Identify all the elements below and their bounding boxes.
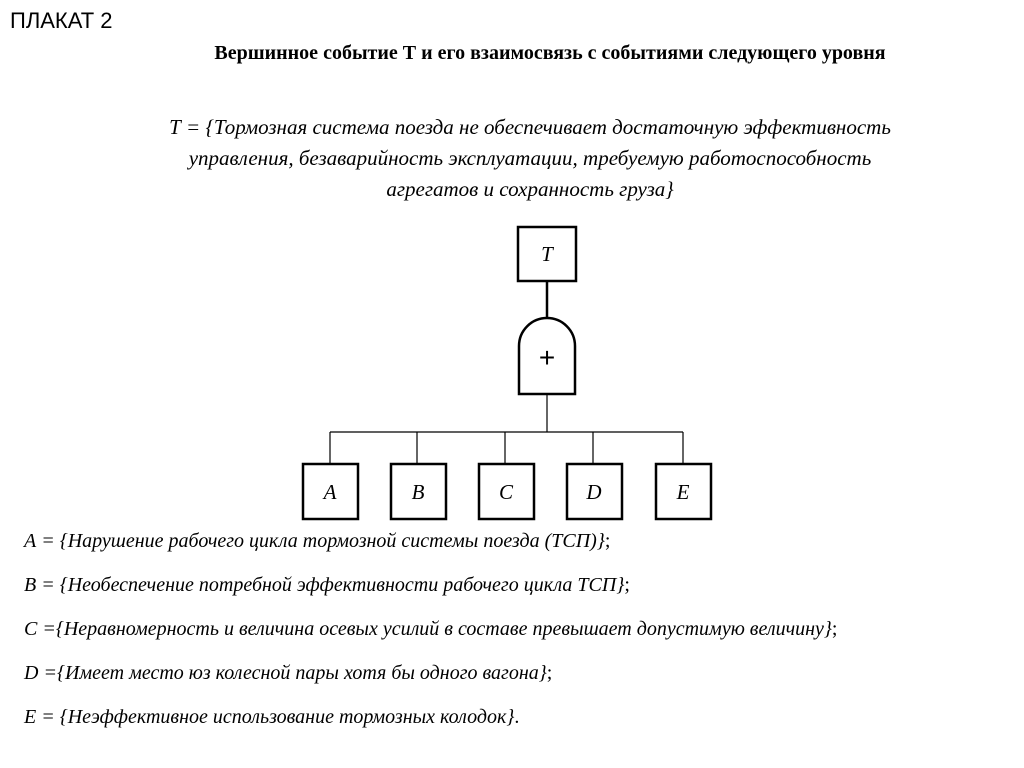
definition-text: С ={Неравномерность и величина осевых усилий в составе превышает допустимую величину} — [24, 618, 832, 640]
top-event-label: Т — [541, 242, 553, 266]
page-title: Вершинное событие Т и его взаимосвязь с событиями следующего уровня — [214, 42, 886, 64]
definition-a — [24, 526, 837, 570]
definition-text: В = {Необеспечение потребной эффективности рабочего цикла ТСП} — [24, 574, 625, 596]
definition-text: А = {Нарушение рабочего цикла тормозной системы поезда (ТСП)} — [24, 530, 605, 552]
top-event-definition-line: агрегатов и сохранность груза} — [386, 177, 674, 201]
event-definitions — [24, 526, 837, 746]
child-event-label: С — [498, 480, 514, 504]
definition-end: . — [514, 706, 520, 728]
definition-e — [24, 702, 837, 746]
poster-number: ПЛАКАТ 2 — [10, 8, 113, 33]
definition-text: D ={Имеет место юз колесной пары хотя бы одного вагона} — [24, 662, 547, 684]
definition-b — [24, 570, 837, 614]
definition-c — [24, 614, 837, 658]
definition-end: ; — [831, 618, 838, 640]
child-event-label: Е — [676, 480, 690, 504]
gate-symbol: + — [538, 342, 556, 373]
top-event-definition-line: управления, безаварийность эксплуатации, требуемую работоспособность — [188, 146, 872, 170]
definition-text: Е = {Неэффективное использование тормозных колодок} — [24, 706, 515, 728]
definition-d — [24, 658, 837, 702]
child-event-label: А — [323, 480, 337, 504]
child-event-label: В — [411, 480, 425, 504]
top-event-definition-line: Т = {Тормозная система поезда не обеспечивает достаточную эффективность — [169, 115, 891, 139]
definition-end: ; — [546, 662, 553, 684]
definition-end: ; — [604, 530, 611, 552]
definition-end: ; — [624, 574, 630, 596]
child-event-label: D — [586, 480, 602, 504]
